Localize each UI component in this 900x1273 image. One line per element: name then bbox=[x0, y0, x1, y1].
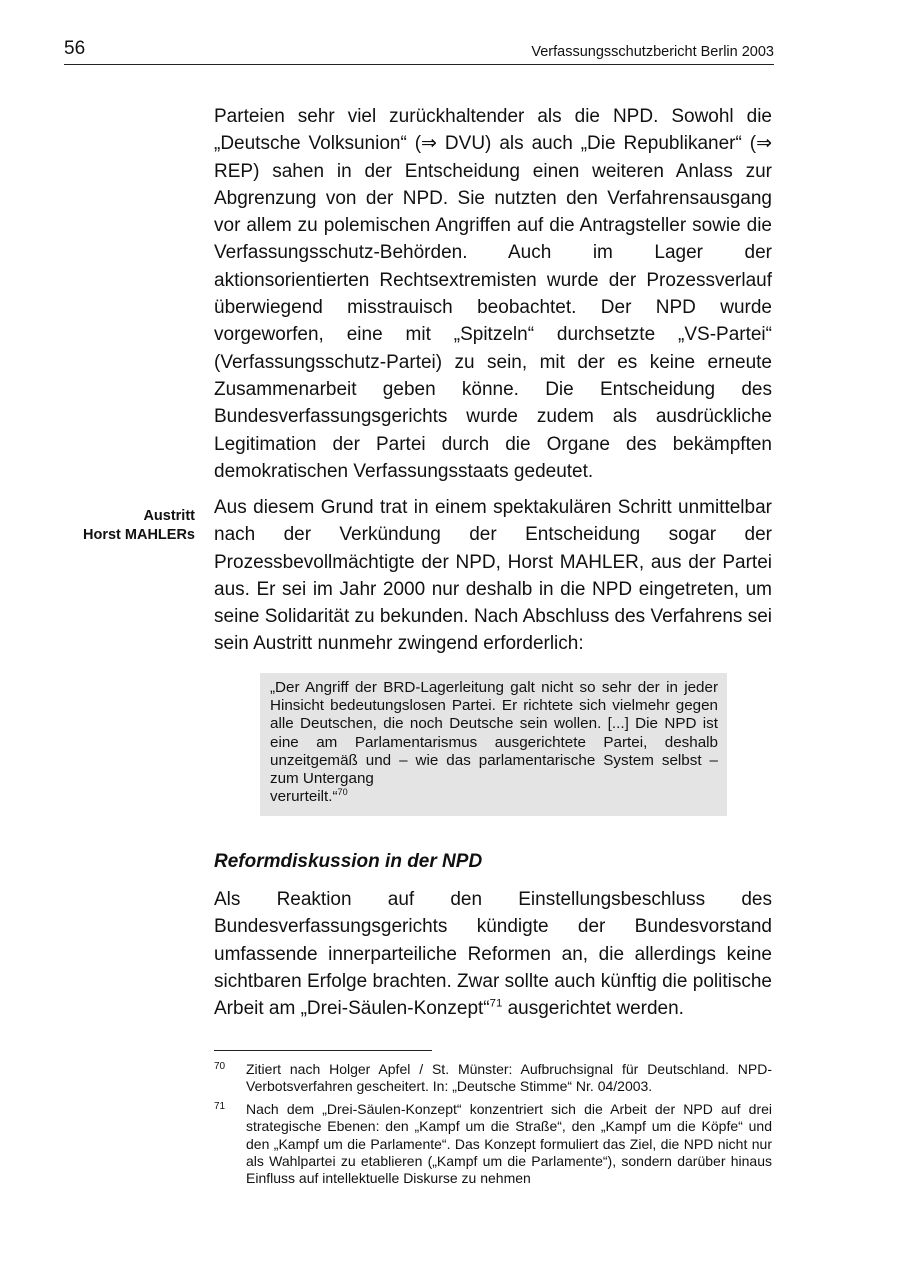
footnote-text: Nach dem „Drei-Säulen-Konzept“ konzentriert sich die Arbeit der NPD auf drei strategische Ebenen: den „Kampf um die Straße“, den „Kampf um die Köpfe“ und den „Kampf um die Parlamente“. Das Konzept formuliert das Ziel, die NPD nicht nur als Wahlpartei zu etablieren („Kampf um die Parlamente“), sondern darüber hinaus Einfluss auf intellektuelle Diskurse zu nehmen bbox=[246, 1101, 772, 1187]
quote-text: „Der Angriff der BRD-Lagerleitung galt nicht so sehr der in jeder Hinsicht bedeutungslosen Partei. Er richtete sich vielmehr gegen alle Deutschen, die noch Deutsche sein wollen. [...] Die NPD ist eine am Parlamentarismus ausgerichtete Partei, deshalb unzeitgemäß und – wie das parlamentarische System selbst – zum Untergang bbox=[270, 679, 718, 788]
body-paragraph-1: Parteien sehr viel zurückhaltender als die NPD. Sowohl die „Deutsche Volksunion“ (⇒ DVU) als auch „Die Republikaner“ (⇒ REP) sahen in der Entscheidung einen weiteren Anlass zur Abgrenzung von der NPD. Sie nutzten den Verfahrensausgang vor allem zu polemischen Angriffen auf die Antragsteller sowie die Verfassungsschutz-Behörden. Auch im Lager der aktionsorientierten Rechtsextremisten wurde der Prozessverlauf überwiegend misstrauisch beobachtet. Der NPD wurde vorgeworfen, eine mit „Spitzeln“ durchsetzte „VS-Partei“ (Verfassungsschutz-Partei) zu sein, mit der es keine erneute Zusammenarbeit geben könne. Die Entscheidung des Bundesverfassungsgerichts wurde zudem als ausdrückliche Legitimation der Partei durch die Organe des bekämpften demokratischen Verfassungsstaats gedeutet. bbox=[214, 106, 772, 482]
body-paragraph-2: Aus diesem Grund trat in einem spektakulären Schritt unmittelbar nach der Verkündung der Entscheidung sogar der Prozessbevollmächtigte der NPD, Horst MAHLER, aus der Partei aus. Er sei im Jahr 2000 nur deshalb in die NPD eingetreten, um seine Solidarität zu bekunden. Nach Abschluss des Verfahrens sei sein Austritt nunmehr zwingend erforderlich: bbox=[214, 497, 772, 655]
footnote-separator bbox=[214, 1050, 432, 1051]
footnote-number: 71 bbox=[214, 1101, 226, 1112]
body-paragraph-2-container bbox=[214, 494, 772, 658]
footnote-text: Zitiert nach Holger Apfel / St. Münster: Aufbruchsignal für Deutschland. NPD-Verbotsverfahren gescheitert. In: „Deutsche Stimme“ Nr. 04/2003. bbox=[246, 1061, 772, 1095]
margin-note-line-2: Horst MAHLERs bbox=[83, 527, 195, 543]
quote-last-text: verurteilt.“ bbox=[270, 788, 338, 806]
footnote-number: 70 bbox=[214, 1061, 226, 1072]
body-paragraph-3-container bbox=[214, 886, 772, 1022]
block-quote bbox=[260, 673, 727, 816]
footnote-71 bbox=[214, 1101, 772, 1187]
paragraph-3-text: Als Reaktion auf den Einstellungsbeschluss des Bundesverfassungsgerichts kündigte der Bundesvorstand umfassende innerparteiliche Reformen an, die allerdings keine sichtbaren Erfolge brachten. Zwar sollte auch künftig die politische Arbeit am „Drei-Säulen-Konzept“ bbox=[214, 889, 772, 1020]
page-number: 56 bbox=[64, 38, 86, 59]
footnote-70 bbox=[214, 1061, 772, 1096]
footnote-ref-71[interactable]: 71 bbox=[489, 997, 503, 1010]
body-paragraph-1-container bbox=[214, 103, 772, 485]
footnote-ref-70[interactable]: 70 bbox=[337, 787, 348, 798]
section-heading: Reformdiskussion in der NPD bbox=[214, 851, 483, 872]
quote-last-line bbox=[270, 788, 718, 806]
page-header bbox=[64, 38, 774, 65]
running-title: Verfassungsschutzbericht Berlin 2003 bbox=[531, 44, 774, 60]
margin-note bbox=[40, 507, 195, 545]
margin-note-line-1: Austritt bbox=[143, 508, 195, 524]
paragraph-3-end: ausgerichtet werden. bbox=[502, 998, 684, 1020]
body-paragraph-3 bbox=[214, 886, 772, 1022]
